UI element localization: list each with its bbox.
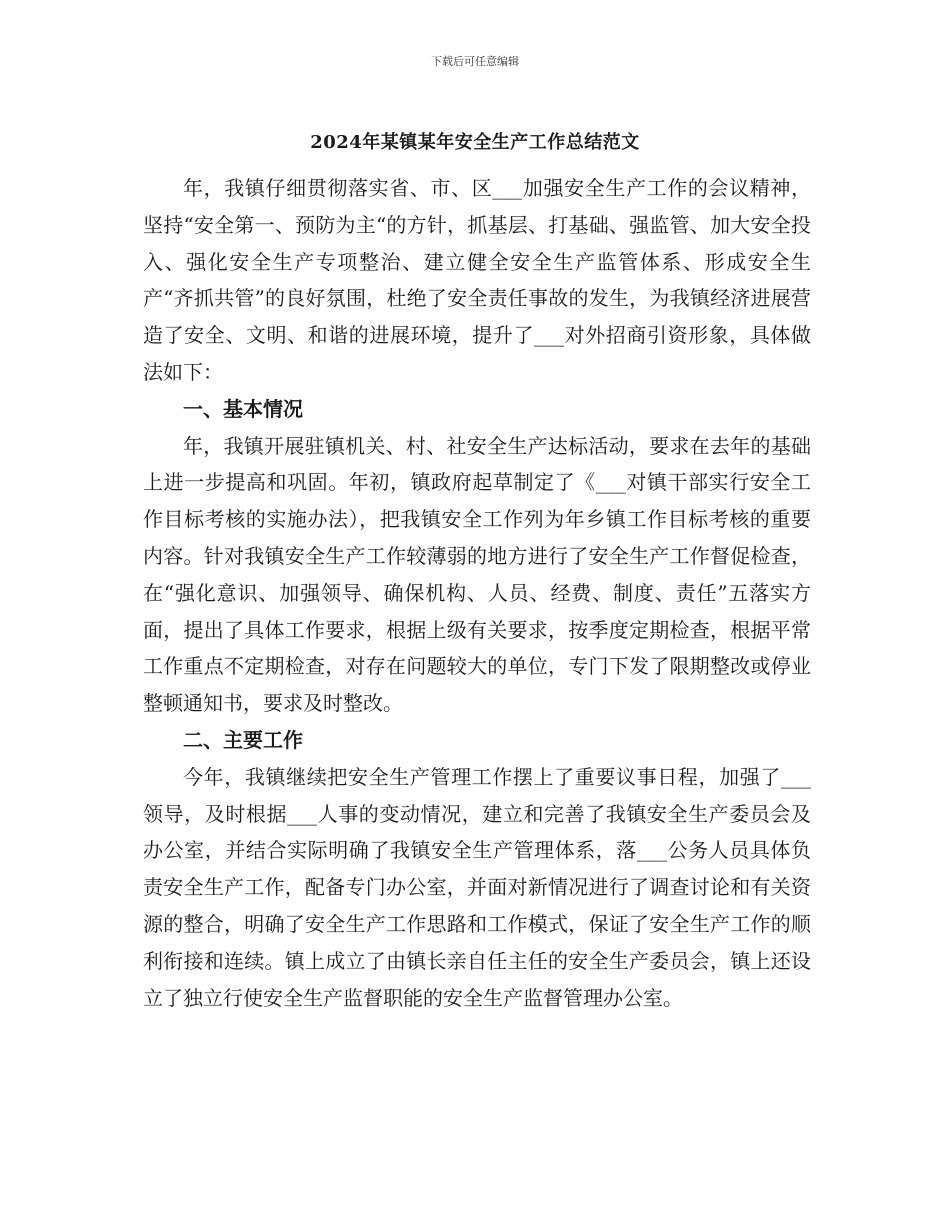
section-paragraph: 今年，我镇继续把安全生产管理工作摆上了重要议事日程，加强了___领导，及时根据___人事的变动情况，建立和完善了我镇安全生产委员会及办公室，并结合实际明确了我镇安全生产管理体系，落___公务人员具体负责安全生产工作，配备专门办公室，并面对新情况进行了调查讨论和有关资源的整合，明确了安全生产工作思路和工作模式，保证了安全生产工作的顺利衔接和连续。镇上成立了由镇长亲自任主任的安全生产委员会，镇上还设立了独立行使安全生产监督职能的安全生产监督管理办公室。 xyxy=(143,764,811,1010)
document-body xyxy=(143,170,811,1016)
intro-paragraph: 年，我镇仔细贯彻落实省、市、区___加强安全生产工作的会议精神，坚持“安全第一、预防为主“的方针，抓基层、打基础、强监管、加大安全投入、强化安全生产专项整治、建立健全安全生产监管体系、形成安全生产“齐抓共管”的良好氛围，杜绝了安全责任事故的发生，为我镇经济进展营造了安全、文明、和谐的进展环境，提升了___对外招商引资形象，具体做法如下： xyxy=(143,176,811,384)
section-paragraph: 年，我镇开展驻镇机关、村、社安全生产达标活动，要求在去年的基础上进一步提高和巩固。年初，镇政府起草制定了《___对镇干部实行安全工作目标考核的实施办法），把我镇安全工作列为年乡镇工作目标考核的重要内容。针对我镇安全生产工作较薄弱的地方进行了安全生产工作督促检查，在“强化意识、加强领导、确保机构、人员、经费、制度、责任”五落实方面，提出了具体工作要求，根据上级有关要求，按季度定期检查，根据平常工作重点不定期检查，对存在问题较大的单位，专门下发了限期整改或停业整顿通知书，要求及时整改。 xyxy=(143,433,811,716)
document-title: 2024年某镇某年安全生产工作总结范文 xyxy=(310,132,640,153)
section-heading: 一、基本情况 xyxy=(183,396,303,421)
header-note: 下载后可任意编辑 xyxy=(431,55,519,68)
section-heading: 二、主要工作 xyxy=(183,727,303,752)
